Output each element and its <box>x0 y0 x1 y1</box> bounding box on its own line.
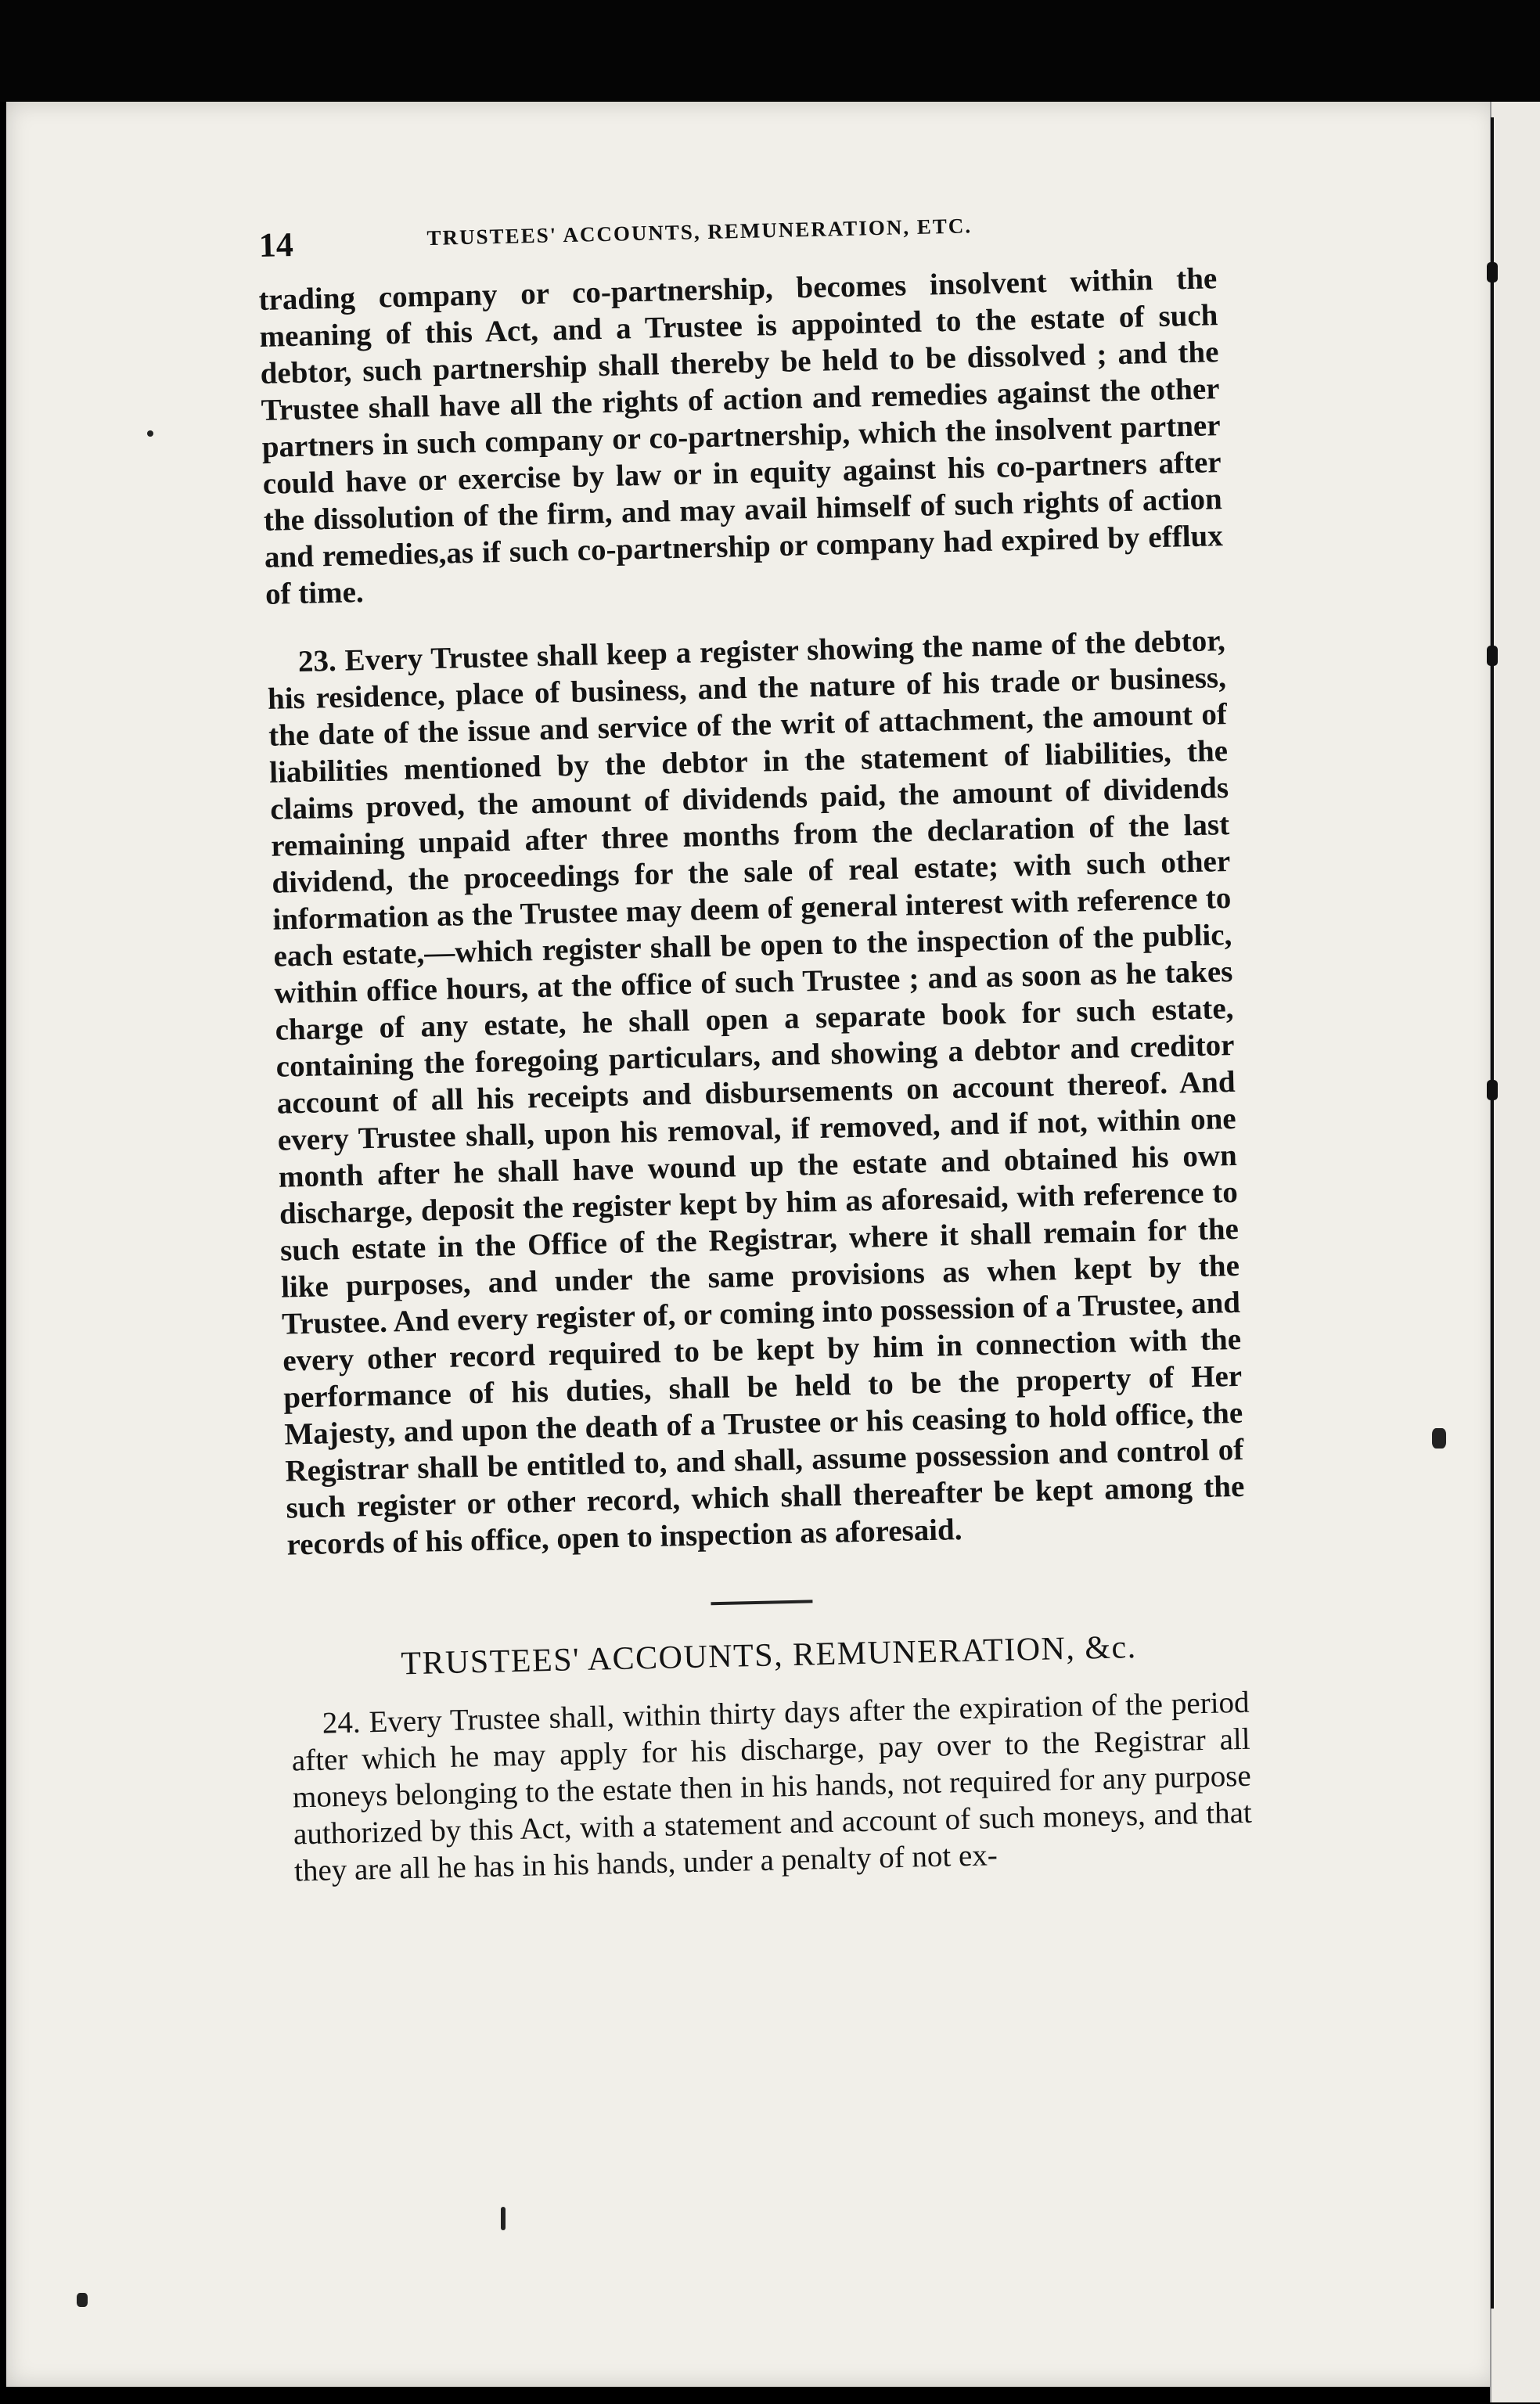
paragraph-section-23: 23. Every Trustee shall keep a register showing the name of the debtor, his residence, place of business, and the nature of his trade or business, the date of the issue and service of the writ of attachment, the amount of liabilities mentioned by the debtor in the statement of liabilities, the claims proved, the amount of dividends paid, the amount of dividends remaining unpaid after three months from the declaration of the last dividend, the proceedings for the sale of real estate; with such other information as the Trustee may deem of general interest with reference to each estate,—which register shall be open to the inspection of the public, within office hours, at the office of such Trustee ; and as soon as he takes charge of any estate, he shall open a separate book for such estate, containing the foregoing particulars, and showing a debtor and creditor account of all his receipts and disbursements on account thereof. And every Trustee shall, upon his removal, if removed, and if not, within one month after he shall have wound up the estate and obtained his own discharge, deposit the register kept by him as aforesaid, with reference to such estate in the Office of the Registrar, where it shall remain for the like purposes, and under the same provisions as when kept by the Trustee. And every register of, or coming into possession of a Trustee, and every other record required to be kept by him in connection with the performance of his duties, shall be held to be the property of Her Majesty, and upon the death of a Trustee or his ceasing to hold office, the Registrar shall be entitled to, and shall, assume possession and control of such register or other record, which shall thereafter be kept among the records of his office, open to inspection as aforesaid. <box>267 624 1245 1562</box>
scan-speck <box>147 430 153 437</box>
binding-mark <box>1487 646 1498 666</box>
binding-mark <box>1487 1080 1498 1100</box>
paragraph-section-24: 24. Every Trustee shall, within thirty days after the expiration of the period after which he may apply for his discharge, pay over to the Registrar all moneys belonging to the estate then in his hands, not required for any purpose authorized by this Act, with a statement and account of such moneys, and that they are all he has in his hands, under a penalty of not ex- <box>291 1685 1253 1888</box>
scan-speck <box>501 2207 506 2230</box>
binding-mark <box>1487 262 1498 283</box>
page-body <box>258 260 1253 1889</box>
running-head: TRUSTEES' ACCOUNTS, REMUNERATION, ETC. <box>426 214 973 250</box>
binding-line <box>1491 117 1494 2309</box>
paragraph-continuation: trading company or co-partnership, becomes insolvent within the meaning of this Act, and a Trustee is appointed to the estate of such debtor, such partnership shall thereby be held to be dissolved ; and the Trustee shall have all the rights of action and remedies against the other partners in such company or co-partnership, which the insolvent partner could have or exercise by law or in equity against his co-partners after the dissolution of the firm, and may avail himself of such rights of action and remedies,as if such co-partnership or company had expired by efflux of time. <box>258 261 1224 611</box>
scan-speck <box>77 2293 88 2307</box>
section-heading: TRUSTEES' ACCOUNTS, REMUNERATION, &c. <box>400 1628 1138 1682</box>
scan-top-border <box>0 0 1540 102</box>
section-divider <box>711 1600 812 1605</box>
scan-speck <box>1432 1428 1446 1449</box>
page-number: 14 <box>258 225 294 265</box>
page-gutter <box>1490 102 1540 2402</box>
